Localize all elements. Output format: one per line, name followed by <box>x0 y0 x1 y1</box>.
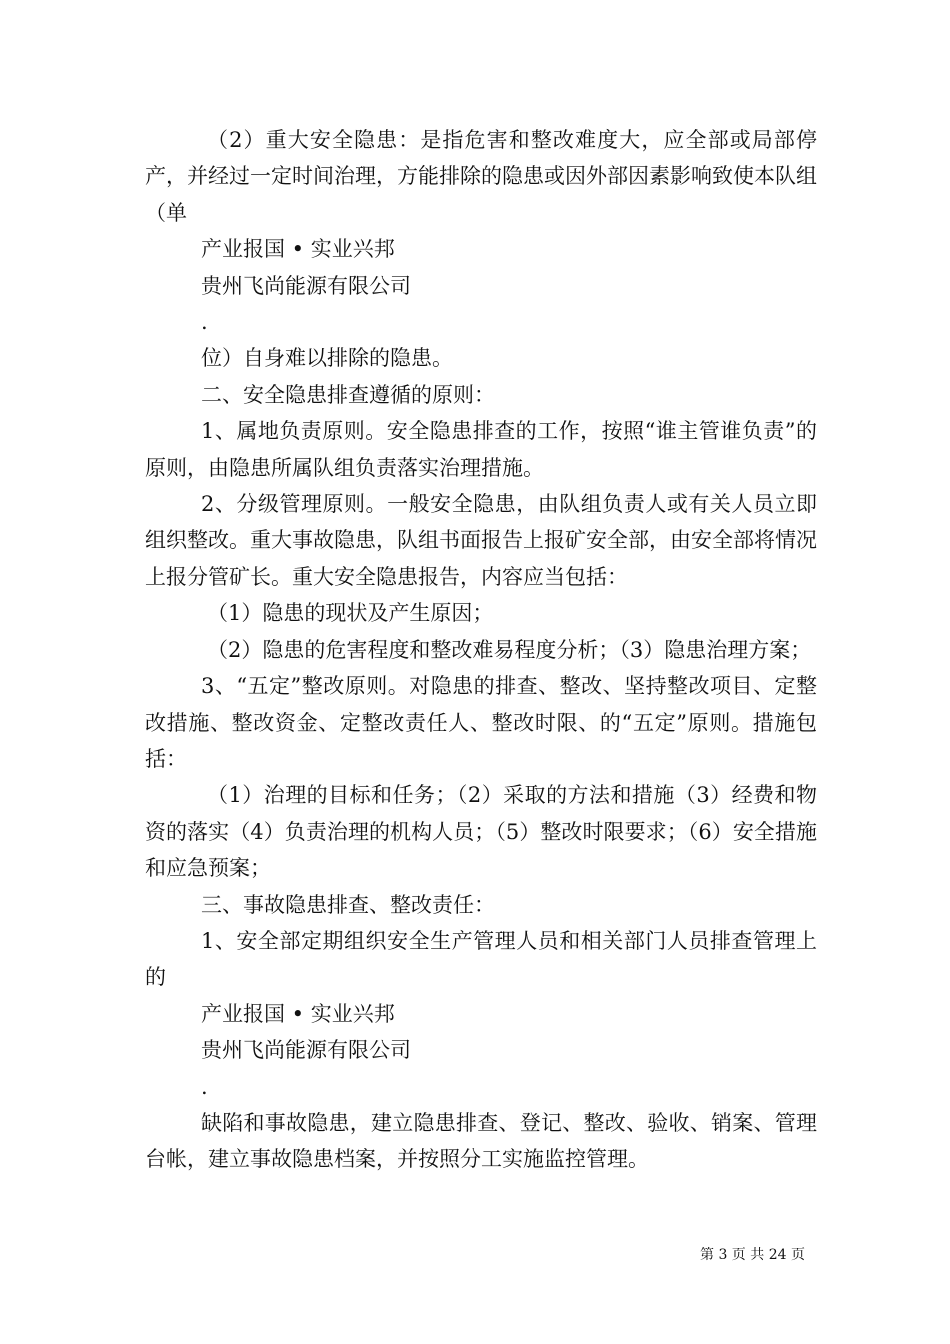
paragraph-territorial-principle: 1、属地负责原则。安全隐患排查的工作，按照“谁主管谁负责”的原则，由隐患所属队组负责落实治理措施。 <box>145 419 817 480</box>
paragraph-tiered-management: 2、分级管理原则。一般安全隐患，由队组负责人或有关人员立即组织整改。重大事故隐患，队组书面报告上报矿安全部，由安全部将情况上报分管矿长。重大安全隐患报告，内容应当包括： <box>145 492 817 589</box>
company-slogan: 产业报国 • 实业兴邦 <box>201 1001 395 1026</box>
page-number: 第 3 页 共 24 页 <box>700 1247 805 1263</box>
paragraph-report-item-1: （1）隐患的现状及产生原因； <box>207 601 494 626</box>
paragraph-report-item-2: （2）隐患的危害程度和整改难易程度分析；（3）隐患治理方案； <box>207 637 812 662</box>
company-name: 贵州飞尚能源有限公司 <box>201 273 411 298</box>
company-slogan: 产业报国 • 实业兴邦 <box>201 237 395 262</box>
separator-dot: . <box>201 310 208 335</box>
paragraph-safety-dept: 1、安全部定期组织安全生产管理人员和相关部门人员排查管理上的 <box>145 928 817 990</box>
separator-dot: . <box>201 1074 208 1099</box>
paragraph-major-hazard: （2）重大安全隐患：是指危害和整改难度大，应全部或局部停产，并经过一定时间治理，方能排除的隐患或因外部因素影响致使本队组（单 <box>145 128 817 225</box>
paragraph-five-fixed-principle: 3、“五定”整改原则。对隐患的排查、整改、坚持整改项目、定整改措施、整改资金、定整改责任人、整改时限、的“五定”原则。措施包括： <box>145 674 817 771</box>
paragraph-measures-list: （1）治理的目标和任务；（2）采取的方法和措施（3）经费和物资的落实（4）负责治理的机构人员；（5）整改时限要求；（6）安全措施和应急预案； <box>145 783 817 881</box>
section-heading-responsibility: 三、事故隐患排查、整改责任： <box>201 892 495 917</box>
document-body <box>145 122 817 1178</box>
paragraph-hazard-records: 缺陷和事故隐患，建立隐患排查、登记、整改、验收、销案、管理台帐，建立事故隐患档案，并按照分工实施监控管理。 <box>145 1110 817 1172</box>
company-name: 贵州飞尚能源有限公司 <box>201 1038 411 1063</box>
paragraph-continuation: 位）自身难以排除的隐患。 <box>201 346 453 371</box>
section-heading-principles: 二、安全隐患排查遵循的原则： <box>201 382 495 407</box>
